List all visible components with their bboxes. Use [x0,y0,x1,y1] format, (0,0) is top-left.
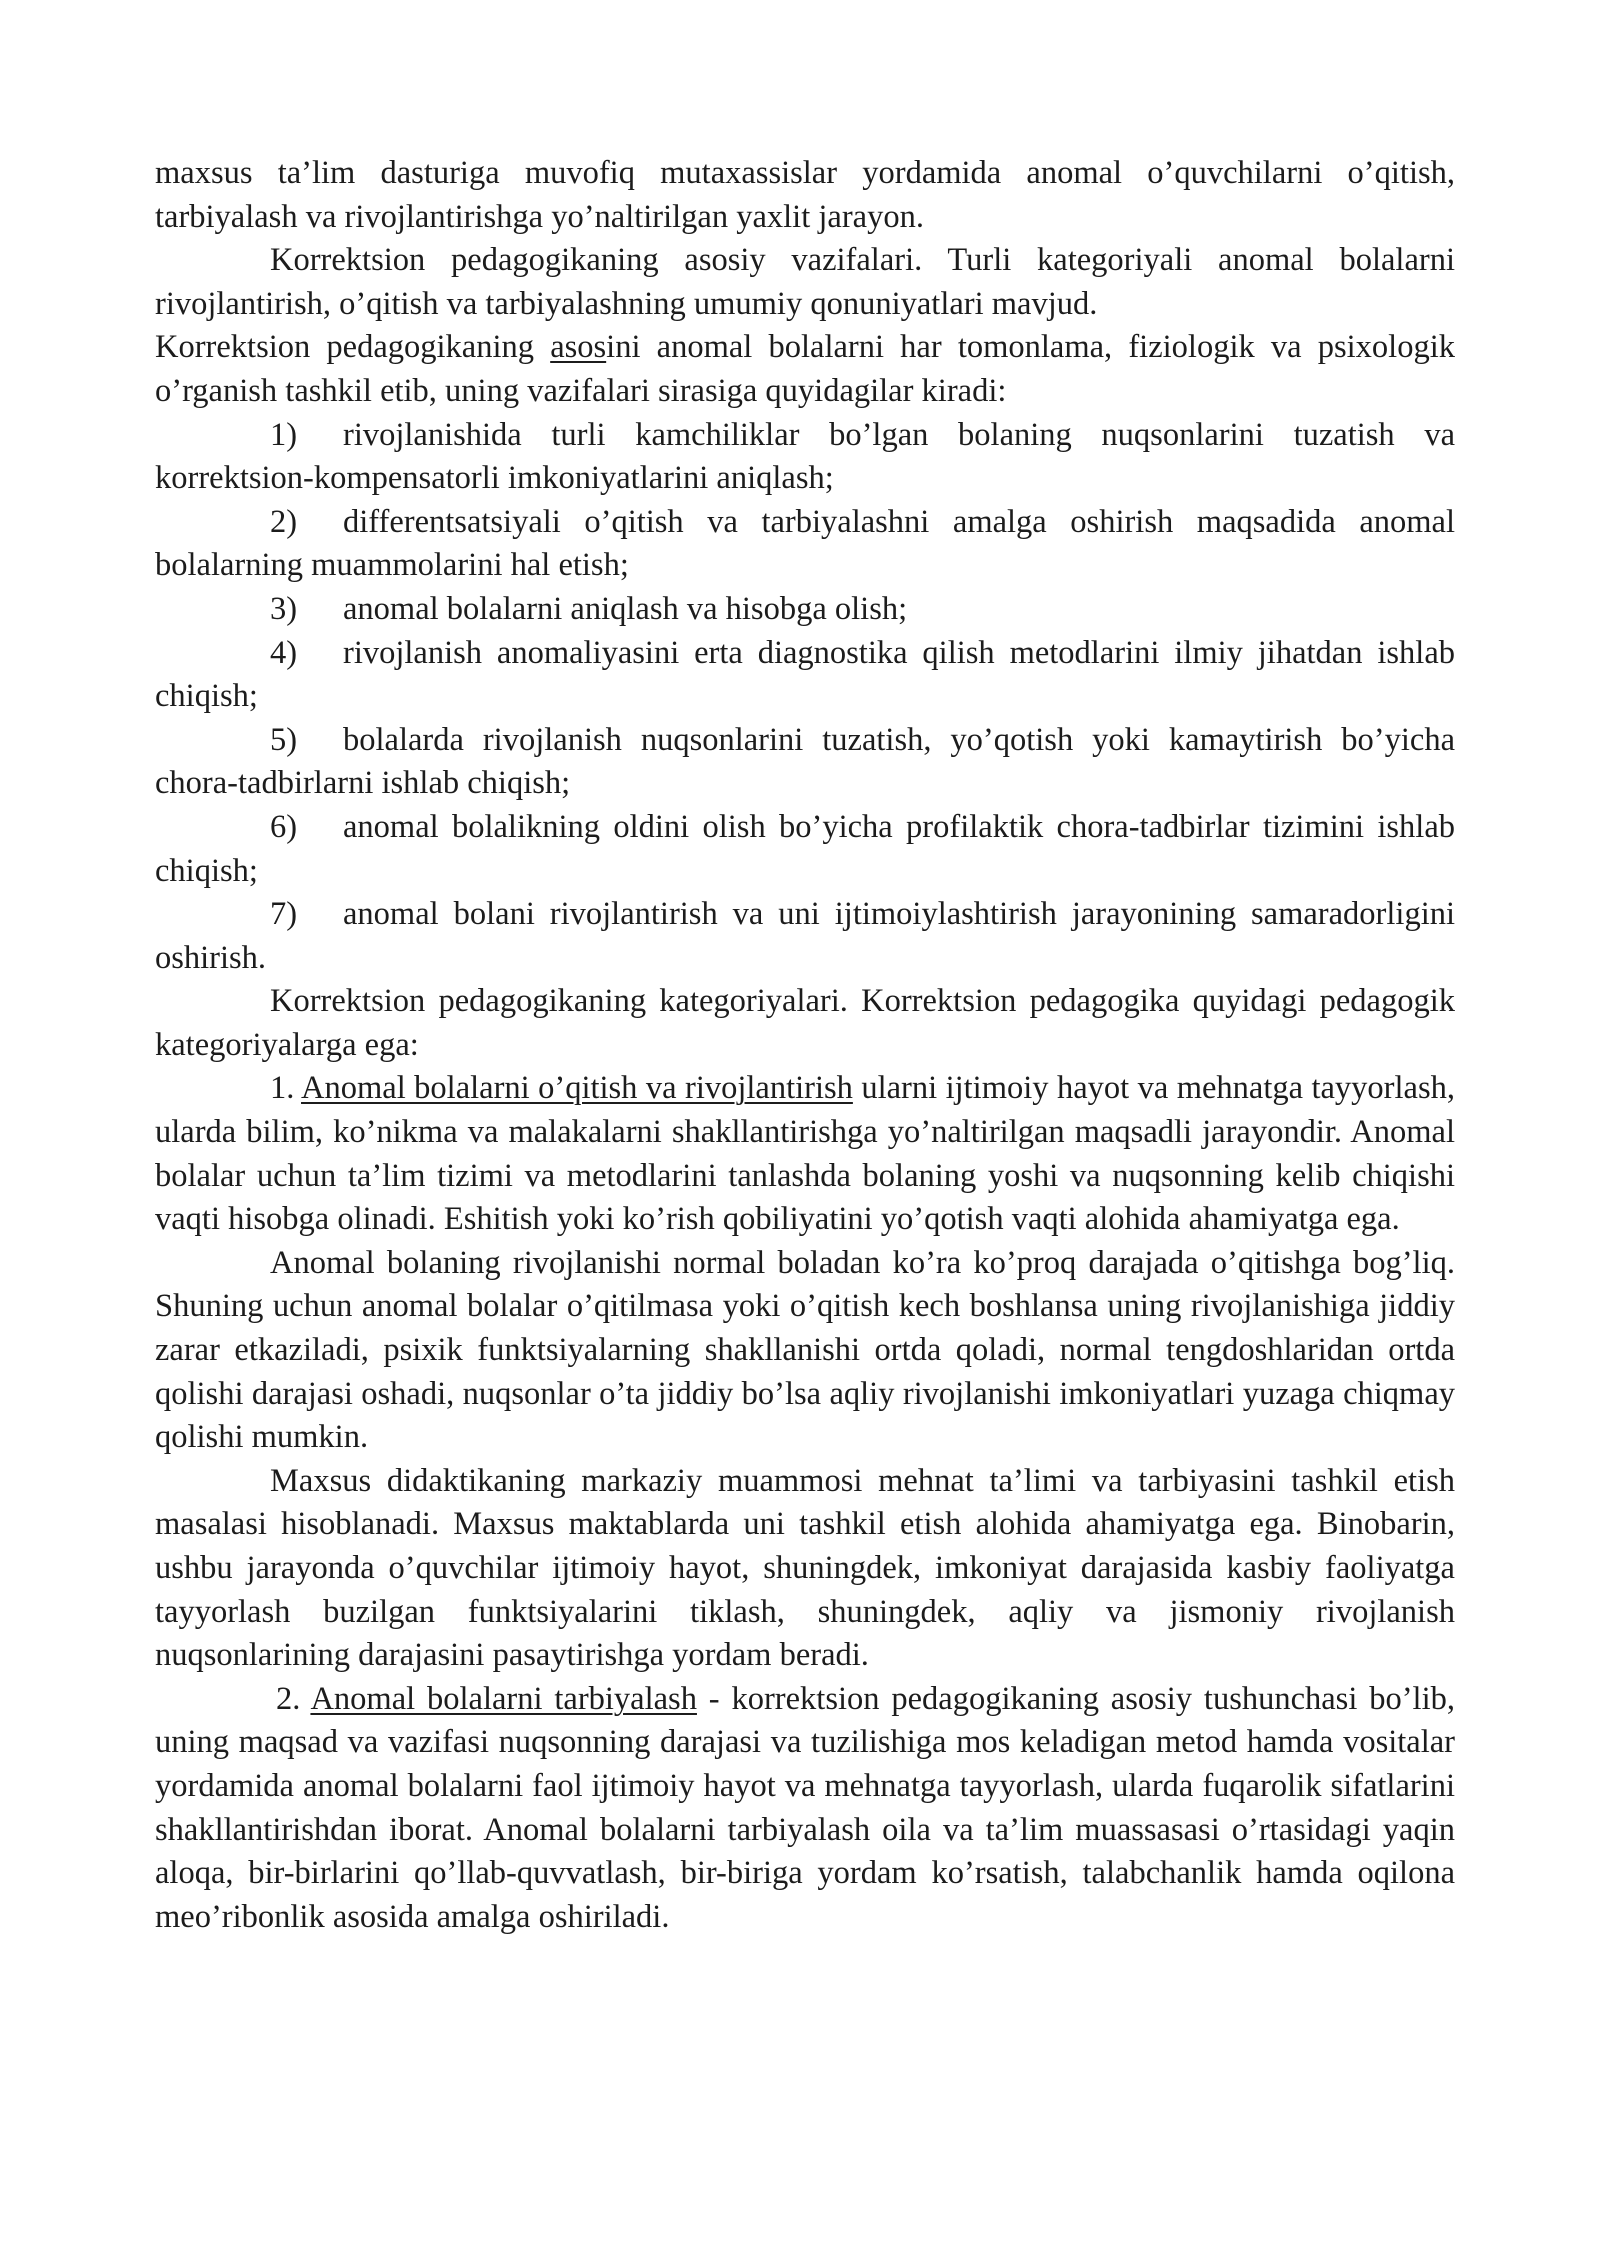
task-number: 2) [270,503,298,540]
category-item-2 [155,1678,1455,1940]
document-page [155,152,1455,1939]
category-number: 1. [270,1070,302,1107]
task-text: anomal bolalikning oldini olish bo’yicha profilaktik chora-tadbirlar tizimini ishlab chiqish; [155,808,1455,889]
task-number: 7) [270,896,298,933]
task-text: anomal bolalarni aniqlash va hisobga olish; [343,590,908,627]
task-text: differentsatsiyali o’qitish va tarbiyalashni amalga oshirish maqsadida anomal bolalarning muammolarini hal etish; [155,503,1455,584]
task-item-6 [155,806,1455,893]
task-number: 1) [270,416,298,453]
paragraph-tasks-basis [155,326,1455,413]
task-number: 4) [270,634,298,671]
task-item-2 [155,501,1455,588]
category-term: Anomal bolalarni tarbiyalash [310,1680,697,1717]
category-number: 2. [276,1680,311,1717]
task-item-1 [155,414,1455,501]
task-number: 5) [270,721,298,758]
task-number: 3) [270,590,298,627]
paragraph-continuation: maxsus ta’lim dasturiga muvofiq mutaxassislar yordamida anomal o’quvchilarni o’qitish, tarbiyalash va rivojlantirishga yo’naltirilgan yaxlit jarayon. [155,155,1455,235]
paragraph-tasks-intro: Korrektsion pedagogikaning asosiy vazifalari. Turli kategoriyali anomal bolalarni rivojlantirish, o’qitish va tarbiyalashning umumiy qonuniyatlari mavjud. [155,242,1455,322]
category-description: - korrektsion pedagogikaning asosiy tushunchasi bo’lib, uning maqsad va vazifasi nuqsonning darajasi va tuzilishiga mos keladigan metod hamda vositalar yordamida anomal bolalarni faol ijtimoiy hayot va mehnatga tayyorlash, ularda fuqarolik sifatlarini shakllantirishdan iborat. Anomal bolalarni tarbiyalash oila va ta’lim muassasasi o’rtasidagi yaqin aloqa, bir-birlarini qo’llab-quvvatlash, bir-biriga yordam ko’rsatish, talabchanlik hamda oqilona meo’ribonlik asosida amalga oshiriladi. [155,1680,1455,1935]
task-text: rivojlanish anomaliyasini erta diagnostika qilish metodlarini ilmiy jihatdan ishlab chiqish; [155,634,1455,715]
category-term: Anomal bolalarni o’qitish va rivojlantirish [301,1070,853,1107]
basis-lead-text: Korrektsion pedagogikaning [155,329,551,366]
task-text: anomal bolani rivojlantirish va uni ijtimoiylashtirish jarayonining samaradorligini oshirish. [155,896,1455,976]
paragraph-categories-intro: Korrektsion pedagogikaning kategoriyalari. Korrektsion pedagogika quyidagi pedagogik kategoriyalarga ega: [155,983,1455,1063]
task-item-4 [155,632,1455,719]
task-number: 6) [270,808,298,845]
category-description: ularni ijtimoiy hayot va mehnatga tayyorlash, ularda bilim, ko’nikma va malakalarni shakllantirishga yo’naltirilgan maqsadli jarayondir. Anomal bolalar uchun ta’lim tizimi va metodlarini tanlashda bolaning yoshi va nuqsonning kelib chiqishi vaqti hisobga olinadi. Eshitish yoki ko’rish qobiliyatini yo’qotish vaqti alohida ahamiyatga ega. [155,1070,1455,1238]
task-item-5 [155,719,1455,806]
paragraph-development: Anomal bolaning rivojlanishi normal boladan ko’ra ko’proq darajada o’qitishga bog’liq. Shuning uchun anomal bolalar o’qitilmasa yoki o’qitish kech boshlansa uning rivojlanishiga jiddiy zarar etkaziladi, psixik funktsiyalarning shakllanishi ortda qoladi, normal tengdoshlaridan ortda qolishi darajasi oshadi, nuqsonlar o’ta jiddiy bo’lsa aqliy rivojlanishi imkoniyatlari yuzaga chiqmay qolishi mumkin. [155,1244,1455,1456]
task-item-7 [155,893,1455,980]
paragraph-special-didactics: Maxsus didaktikaning markaziy muammosi mehnat ta’limi va tarbiyasini tashkil etish masalasi hisoblanadi. Maxsus maktablarda uni tashkil etish alohida ahamiyatga ega. Binobarin, ushbu jarayonda o’quvchilar ijtimoiy hayot, shuningdek, imkoniyat darajasida kasbiy faoliyatga tayyorlash buzilgan funktsiyalarini tiklash, shuningdek, aqliy va jismoniy rivojlanish nuqsonlarining darajasini pasaytirishga yordam beradi. [155,1462,1455,1674]
task-item-3 [155,588,1455,632]
task-text: rivojlanishida turli kamchiliklar bo’lgan bolaning nuqsonlarini tuzatish va korrektsion-kompensatorli imkoniyatlarini aniqlash; [155,416,1455,497]
task-text: bolalarda rivojlanish nuqsonlarini tuzatish, yo’qotish yoki kamaytirish bo’yicha chora-tadbirlarni ishlab chiqish; [155,721,1455,802]
basis-rest-text: ini anomal bolalarni har tomonlama, fiziologik va psixologik o’rganish tashkil etib, uning vazifalari sirasiga quyidagilar kiradi: [155,329,1455,409]
basis-underlined-text: asos [550,329,607,366]
category-item-1 [155,1067,1455,1241]
